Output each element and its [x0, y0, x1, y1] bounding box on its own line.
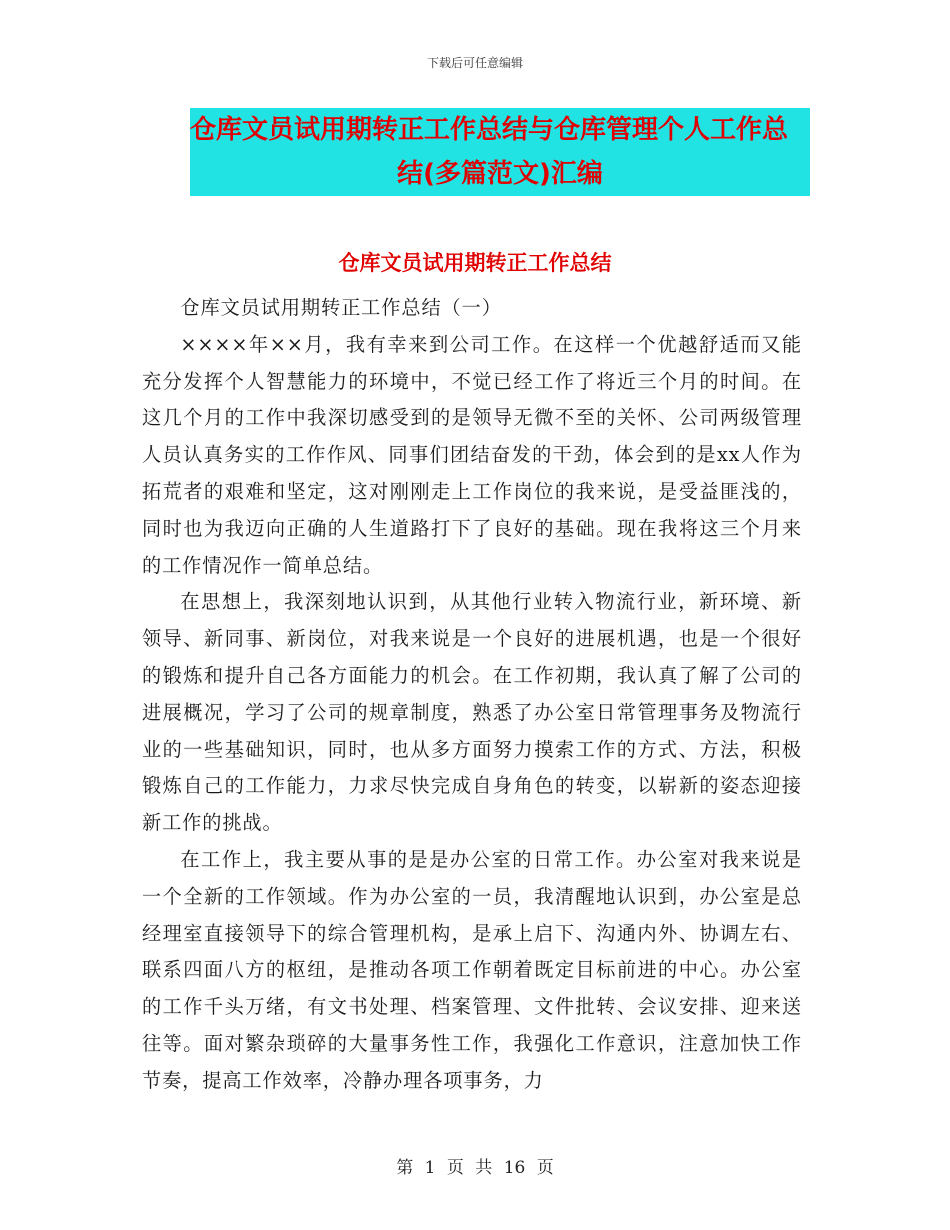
subtitle: 仓库文员试用期转正工作总结（一）: [180, 296, 502, 319]
section-title: 仓库文员试用期转正工作总结: [338, 251, 612, 275]
paragraph-2: 在思想上，我深刻地认识到，从其他行业转入物流行业，新环境、新领导、新同事、新岗位，对我来说是一个良好的进展机遇，也是一个很好的锻炼和提升自己各方面能力的机会。在工作初期，我认真了解了公司的进展概况，学习了公司的规章制度，熟悉了办公室日常管理事务及物流行业的一些基础知识，同时，也从多方面努力摸索工作的方式、方法，积极锻炼自己的工作能力，力求尽快完成自身角色的转变，以崭新的姿态迎接新工作的挑战。: [142, 590, 802, 835]
document-title-line-1-text: 仓库文员试用期转正工作总结与仓库管理个人工作总: [190, 115, 789, 145]
document-title-line-1: [190, 108, 810, 152]
page-footer: 第 1 页 共 16 页: [396, 1158, 554, 1178]
document-title-line-2-text: 结(多篇范文)汇编: [397, 159, 603, 189]
document-body: [142, 290, 802, 1100]
document-title-line-2: [190, 152, 810, 196]
paragraph-3: 在工作上，我主要从事的是是办公室的日常工作。办公室对我来说是一个全新的工作领域。作为办公室的一员，我清醒地认识到，办公室是总经理室直接领导下的综合管理机构，是承上启下、沟通内外、协调左右、联系四面八方的枢纽，是推动各项工作朝着既定目标前进的中心。办公室的工作千头万绪，有文书处理、档案管理、文件批转、会议安排、迎来送往等。面对繁杂琐碎的大量事务性工作，我强化工作意识，注意加快工作节奏，提高工作效率，冷静办理各项事务，力: [142, 847, 802, 1092]
header-note: 下载后可任意编辑: [426, 56, 523, 70]
document-title: [190, 108, 810, 196]
paragraph-1: ××××年××月，我有幸来到公司工作。在这样一个优越舒适而又能充分发挥个人智慧能力的环境中，不觉已经工作了将近三个月的时间。在这几个月的工作中我深切感受到的是领导无微不至的关怀、公司两级管理人员认真务实的工作作风、同事们团结奋发的干劲，体会到的是xx人作为拓荒者的艰难和坚定，这对刚刚走上工作岗位的我来说，是受益匪浅的，同时也为我迈向正确的人生道路打下了良好的基础。现在我将这三个月来的工作情况作一简单总结。: [142, 332, 802, 577]
